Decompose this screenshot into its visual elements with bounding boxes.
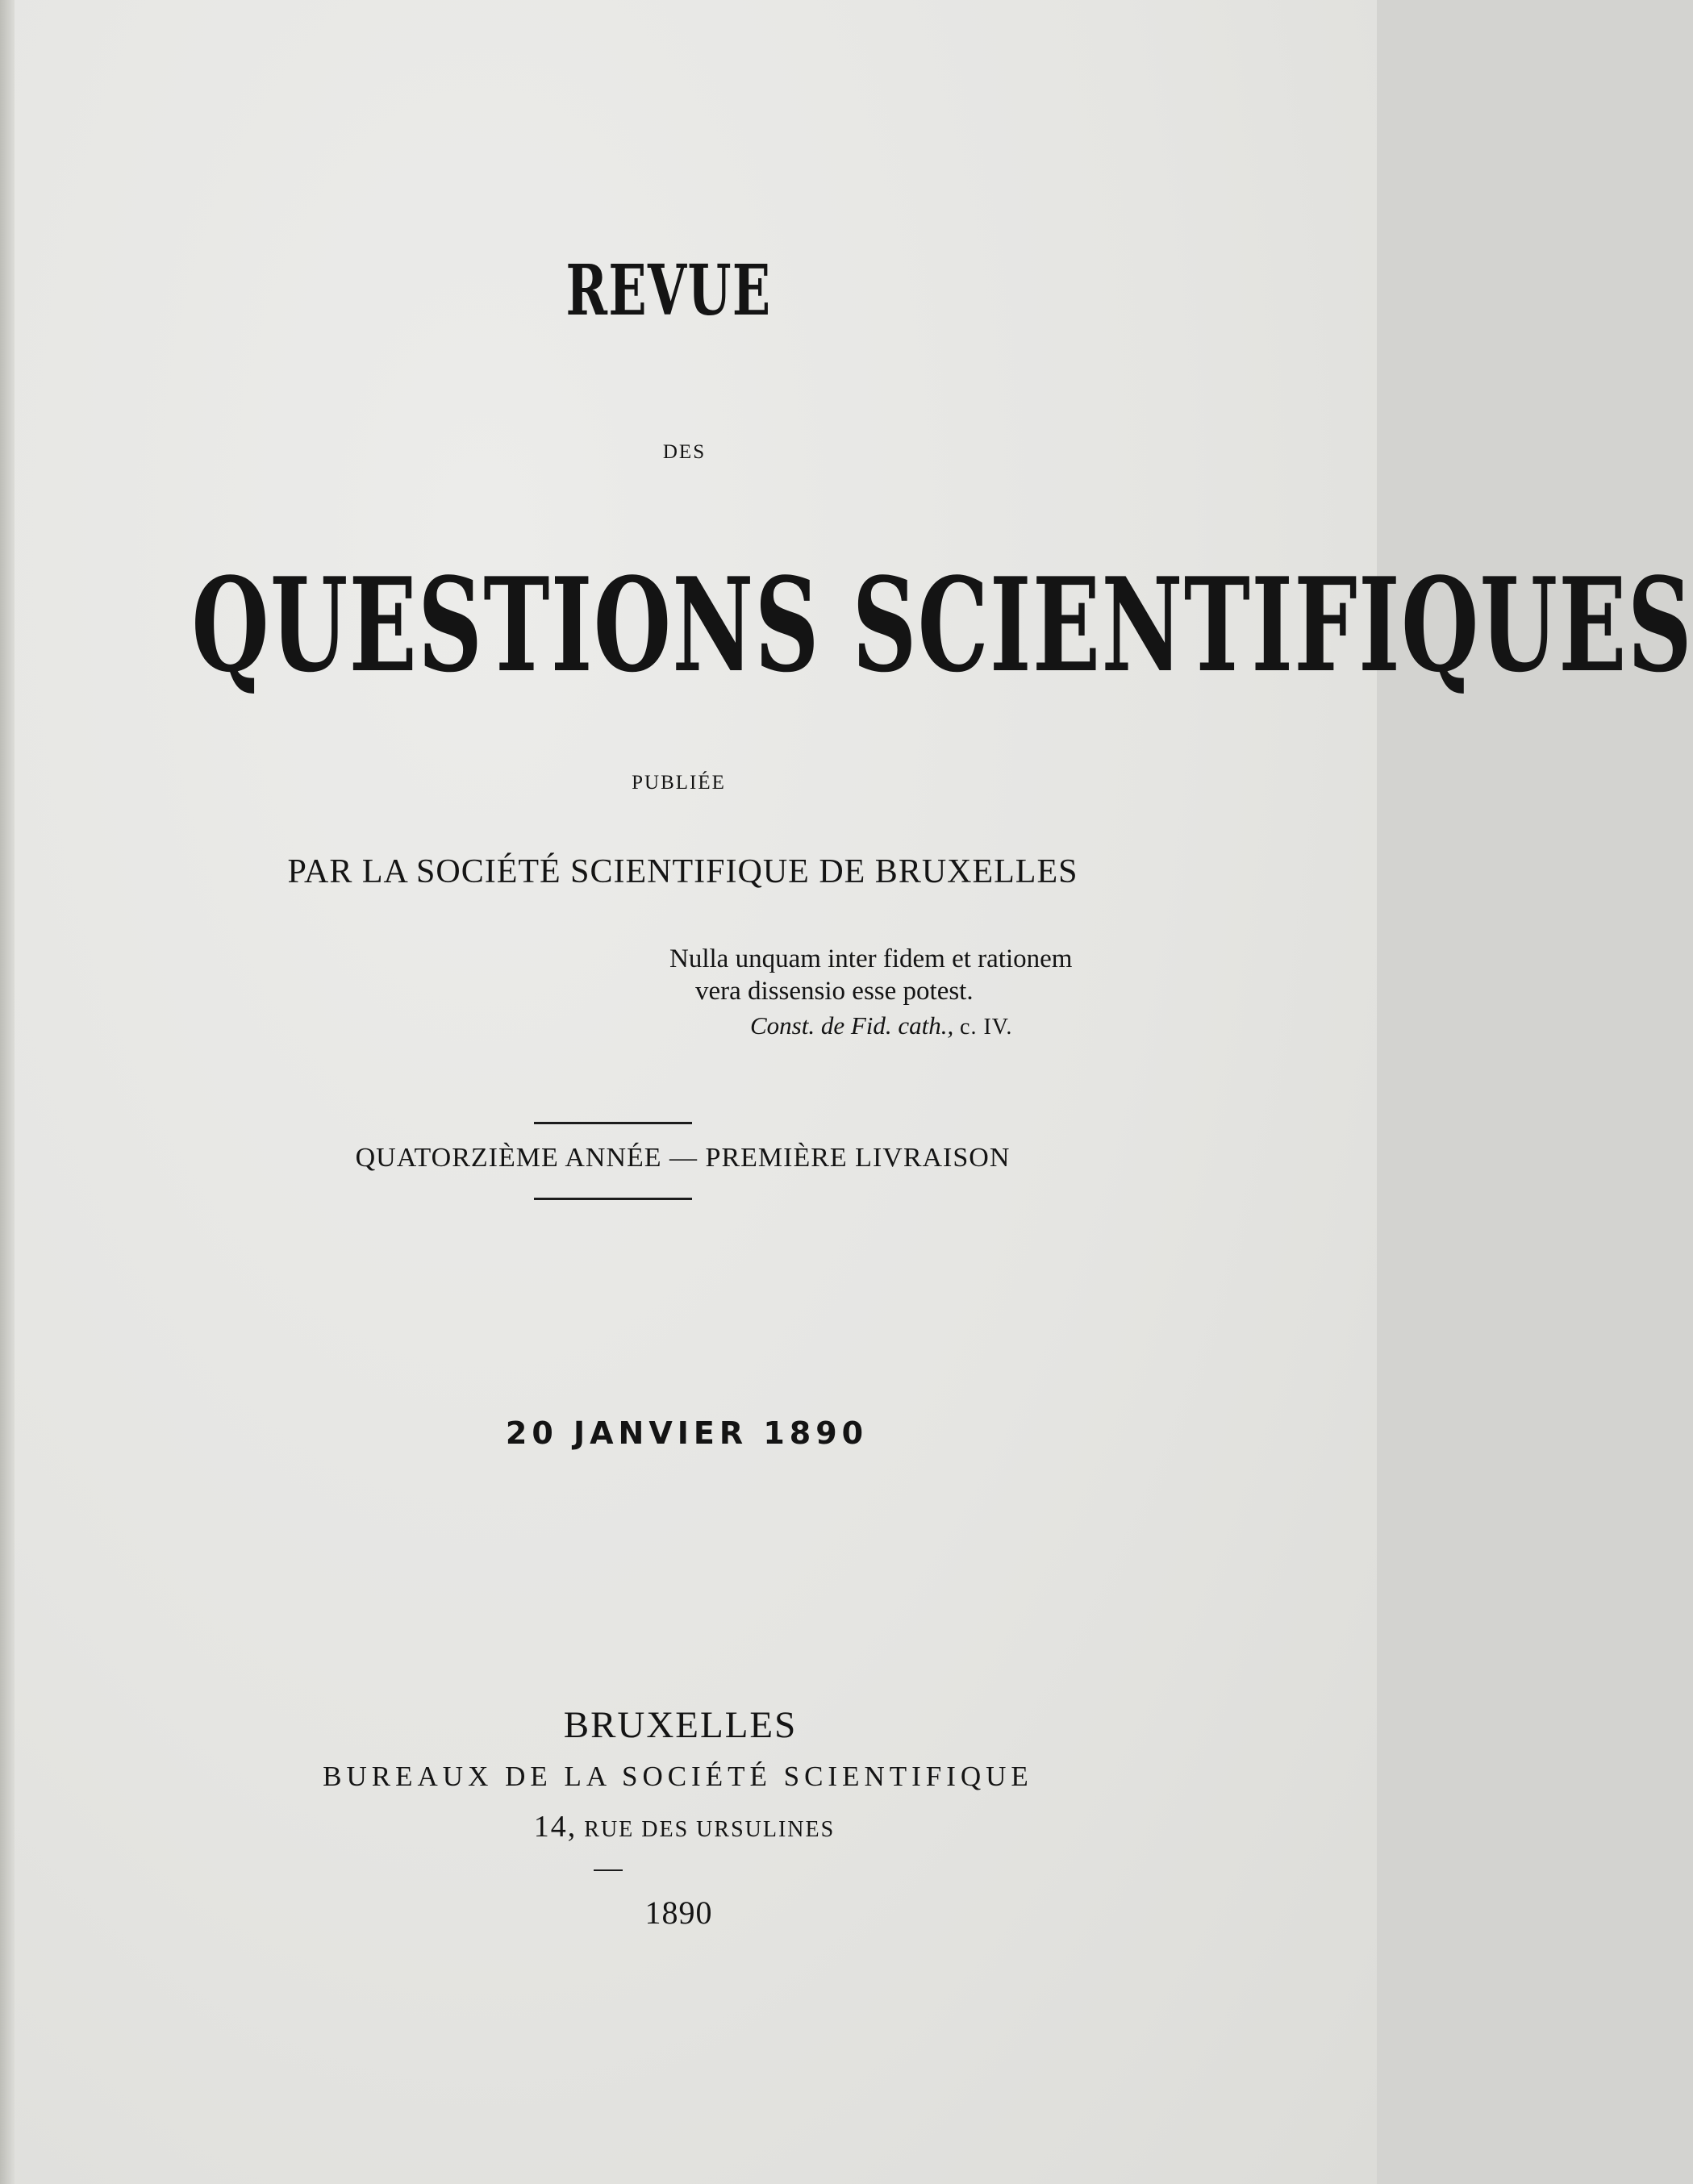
journal-title-revue: REVUE (565, 250, 772, 331)
imprint-street-number: 14, (533, 1810, 578, 1844)
motto-source (750, 1011, 1012, 1040)
rule-short (594, 1869, 623, 1871)
rule-top (534, 1122, 692, 1124)
motto-chapter: c. IV. (960, 1015, 1013, 1040)
issue-line: QUATORZIÈME ANNÉE — PREMIÈRE LIVRAISON (355, 1143, 1011, 1173)
rule-bottom (534, 1198, 692, 1200)
motto-line-1: Nulla unquam inter fidem et rationem (669, 944, 1073, 973)
publisher-society: PAR LA SOCIÉTÉ SCIENTIFIQUE DE BRUXELLES (287, 853, 1078, 890)
imprint-year: 1890 (644, 1894, 713, 1931)
motto-line-2: vera dissensio esse potest. (695, 977, 974, 1006)
imprint-publisher: BUREAUX DE LA SOCIÉTÉ SCIENTIFIQUE (323, 1761, 1033, 1792)
imprint-city: BRUXELLES (563, 1704, 798, 1746)
journal-title-main: QUESTIONS SCIENTIFIQUES (191, 549, 1693, 701)
issue-date: 20 JANVIER 1890 (505, 1415, 869, 1451)
motto-source-text: Const. de Fid. cath., (750, 1011, 954, 1040)
imprint-street: RUE DES URSULINES (584, 1817, 836, 1842)
journal-title-des: DES (662, 441, 707, 463)
published-label: PUBLIÉE (632, 772, 726, 794)
page-edge (0, 0, 15, 2184)
imprint-address (0, 1811, 1373, 1842)
